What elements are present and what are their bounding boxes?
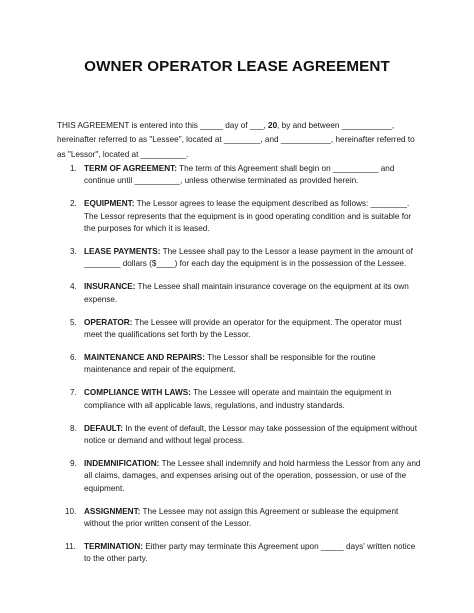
clause-text: The Lessee shall pay to the Lessor a lease payment in the amount of ________ dollars ($____) for each day the equipment is in the possession of the Lessee. (84, 247, 413, 269)
clause-number: 6. (70, 352, 77, 362)
clause-indemnification (57, 458, 421, 495)
clause-termination (57, 541, 421, 566)
clause-number: 3. (70, 247, 77, 257)
clause-operator (57, 317, 421, 342)
clause-heading: INDEMNIFICATION: (84, 458, 160, 468)
clause-number: 11. (65, 541, 76, 551)
clause-number: 7. (70, 388, 77, 398)
clause-heading: COMPLIANCE WITH LAWS: (84, 388, 191, 398)
clause-heading: ASSIGNMENT: (84, 506, 141, 516)
clause-insurance (57, 281, 421, 306)
clause-text: The Lessee may not assign this Agreement or sublease the equipment without the prior written consent of the Lessor. (84, 506, 399, 529)
clause-text: The Lessee shall maintain insurance coverage on the equipment at its own expense. (84, 282, 409, 304)
clause-heading: OPERATOR: (84, 317, 133, 327)
clause-number: 4. (70, 282, 77, 292)
intro-text-end: , by and between ___________, hereinafter referred to as "Lessee", located at ________, and ___________, hereinafter referred to as "Lessor", located at __________. (57, 121, 415, 159)
clause-lease-payments (57, 246, 421, 271)
clause-number: 9. (70, 458, 77, 468)
intro-year: 20 (268, 121, 278, 130)
clause-text: The term of this Agreement shall begin on __________ and continue until __________, unless otherwise terminated as provided herein. (84, 164, 395, 186)
clause-text: Either party may terminate this Agreement upon _____ days' written notice to the other party. (84, 541, 416, 564)
clause-number: 2. (70, 199, 77, 209)
clause-number: 10. (65, 506, 77, 516)
clause-text: The Lessor agrees to lease the equipment described as follows: ________. The Lessor represents that the equipment is in good operating condition and is suitable for the purposes for which it is leased. (84, 199, 412, 234)
clause-heading: LEASE PAYMENTS: (84, 247, 161, 257)
clause-number: 1. (70, 164, 77, 173)
clause-equipment (57, 198, 421, 235)
clause-list (57, 163, 421, 576)
clause-assignment (57, 506, 421, 531)
clause-heading: TERMINATION: (84, 541, 143, 551)
clause-text: The Lessee will provide an operator for the equipment. The operator must meet the qualifications set forth by the Lessor. (84, 317, 402, 340)
clause-text: The Lessee shall indemnify and hold harmless the Lessor from any and all claims, damages, and expenses arising out of the operation, possession, or use of the equipment. (84, 458, 421, 493)
clause-number: 8. (70, 423, 77, 433)
clause-text: The Lessee will operate and maintain the equipment in compliance with all applicable laws, regulations, and industry standards. (84, 388, 392, 410)
clause-maintenance (57, 352, 421, 377)
clause-heading: INSURANCE: (84, 282, 136, 292)
document-title: OWNER OPERATOR LEASE AGREEMENT (84, 58, 390, 75)
clause-text: The Lessor shall be responsible for the routine maintenance and repair of the equipment. (84, 352, 376, 375)
clause-heading: TERM OF AGREEMENT: (84, 164, 177, 173)
clause-compliance (57, 387, 421, 412)
intro-text-start: THIS AGREEMENT is entered into this _____ day of ___, (57, 121, 269, 130)
clause-default (57, 423, 421, 448)
clause-term (57, 163, 421, 188)
clause-heading: DEFAULT: (84, 423, 123, 433)
intro-paragraph (57, 119, 421, 162)
clause-text: In the event of default, the Lessor may take possession of the equipment without notice or demand and without legal process. (84, 423, 417, 445)
clause-number: 5. (70, 317, 77, 327)
clause-heading: MAINTENANCE AND REPAIRS: (84, 352, 205, 362)
clause-heading: EQUIPMENT: (84, 199, 135, 209)
